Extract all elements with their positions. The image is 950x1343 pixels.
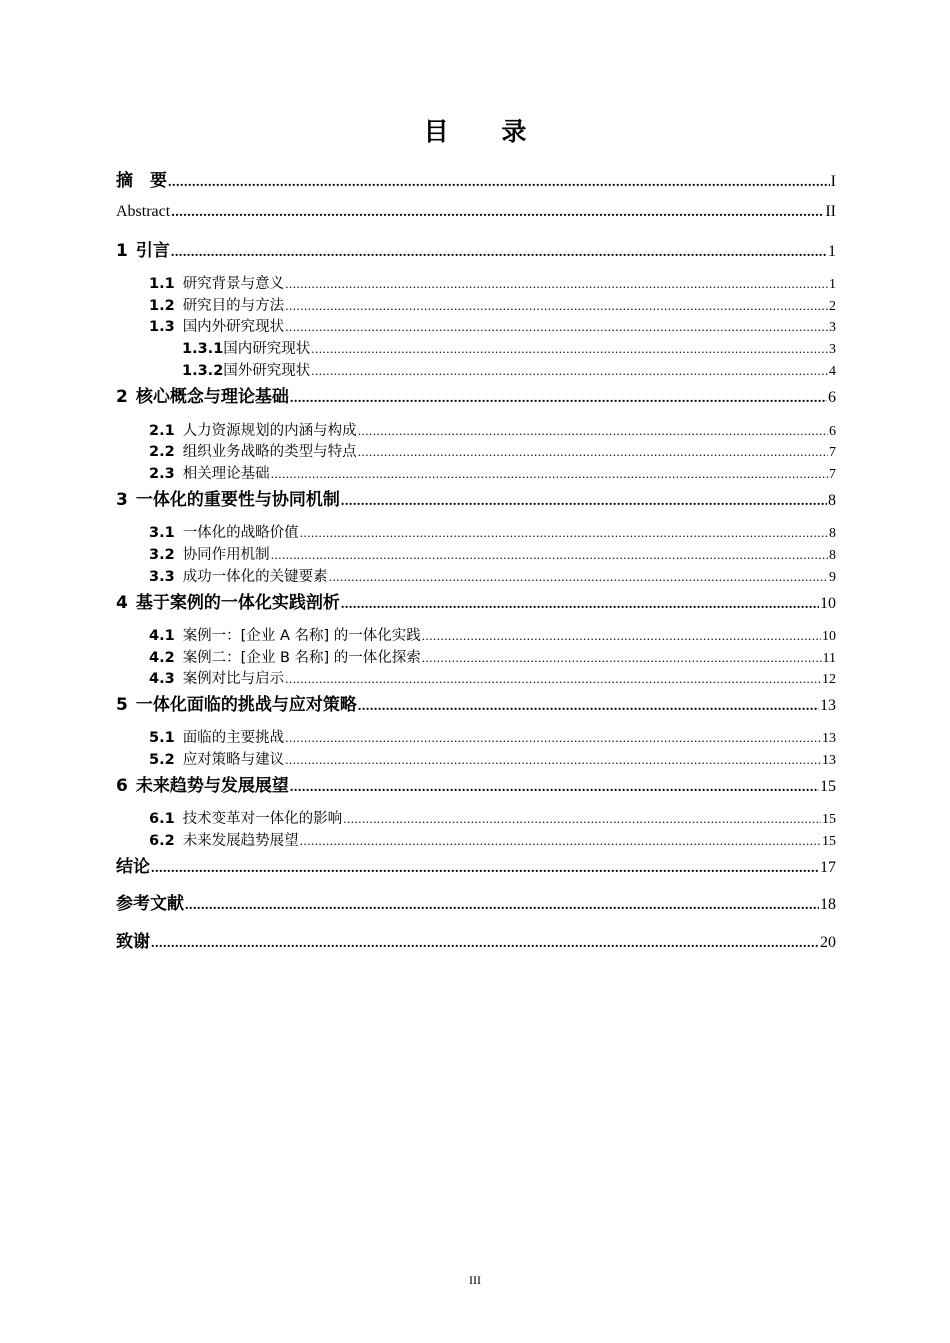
toc-leader-dots: [300, 525, 828, 541]
toc-entry-section-1-3-1[interactable]: [182, 337, 836, 358]
toc-entry-page: 1: [829, 277, 836, 292]
toc-entry-text: 应对策略与建议: [182, 752, 285, 768]
toc-entry-chapter-1[interactable]: [116, 236, 836, 261]
toc-entry-number: 1.3.1: [182, 341, 224, 357]
toc-leader-dots: [151, 861, 819, 877]
toc-leader-dots: [311, 341, 828, 357]
toc-entry-acknowledgements[interactable]: [116, 927, 836, 952]
toc-entry-page: 15: [822, 834, 836, 849]
toc-entry-section-3-3[interactable]: [149, 565, 836, 586]
toc-entry-text: 成功一体化的关键要素: [182, 569, 328, 585]
toc-leader-dots: [171, 205, 824, 221]
toc-entry-section-2-2[interactable]: [149, 440, 836, 461]
toc-entry-text: 面临的主要挑战: [182, 730, 285, 746]
toc-entry-number: 3.3: [149, 569, 175, 585]
toc-entry-chapter-3[interactable]: [116, 485, 836, 510]
toc-entry-text: 技术变革对一体化的影响: [182, 811, 343, 827]
toc-entry-text: 未来趋势与发展展望: [135, 776, 289, 796]
toc-entry-number: 4.2: [149, 650, 175, 666]
toc-entry-page: II: [825, 203, 836, 220]
toc-entry-page: 13: [820, 697, 836, 714]
toc-entry-page: 13: [822, 753, 836, 768]
toc-entry-number: 2.3: [149, 466, 175, 482]
toc-entry-page: 15: [822, 812, 836, 827]
toc-entry-number: 2: [116, 387, 128, 407]
toc-leader-dots: [171, 245, 827, 261]
toc-entry-number: 5.1: [149, 730, 175, 746]
toc-entry-text: 研究背景与意义: [182, 276, 285, 292]
toc-entry-text: 一体化的重要性与协同机制: [135, 490, 340, 510]
toc-leader-dots: [285, 276, 828, 292]
toc-entry-abstract-en[interactable]: [116, 203, 836, 221]
toc-leader-dots: [271, 466, 828, 482]
toc-entry-text: 摘 要: [116, 171, 167, 191]
toc-entry-text: 一体化的战略价值: [182, 525, 299, 541]
toc-entry-text: 案例对比与启示: [182, 671, 285, 687]
toc-leader-dots: [185, 898, 819, 914]
toc-leader-dots: [285, 730, 821, 746]
toc-leader-dots: [285, 752, 821, 768]
toc-entry-section-1-2[interactable]: [149, 294, 836, 315]
toc-entry-page: 13: [822, 731, 836, 746]
toc-entry-section-3-1[interactable]: [149, 521, 836, 542]
toc-entry-number: 3: [116, 490, 128, 510]
toc-entry-text: 相关理论基础: [182, 466, 270, 482]
toc-entry-text: 研究目的与方法: [182, 298, 285, 314]
toc-entry-number: 3.2: [149, 547, 175, 563]
toc-entry-chapter-2[interactable]: [116, 382, 836, 407]
toc-leader-dots: [358, 444, 828, 460]
toc-leader-dots: [285, 298, 828, 314]
toc-entry-number: 1.1: [149, 276, 175, 292]
toc-entry-text: 引言: [135, 241, 170, 261]
toc-leader-dots: [290, 780, 819, 796]
toc-entry-chapter-4[interactable]: [116, 588, 836, 613]
toc-entry-page: 7: [829, 467, 836, 482]
toc-entry-section-2-1[interactable]: [149, 419, 836, 440]
toc-entry-number: 4: [116, 593, 128, 613]
toc-entry-page: 18: [820, 896, 836, 913]
toc-entry-abstract-cn[interactable]: [116, 166, 836, 191]
toc-entry-page: I: [830, 173, 836, 190]
toc-entry-section-2-3[interactable]: [149, 462, 836, 483]
toc-leader-dots: [358, 423, 828, 439]
toc-entry-page: 17: [820, 859, 836, 876]
toc-entry-number: 6.2: [149, 833, 175, 849]
toc-entry-number: 2.2: [149, 444, 175, 460]
toc-leader-dots: [311, 363, 828, 379]
toc-entry-section-1-1[interactable]: [149, 272, 836, 293]
toc-entry-text: Abstract: [116, 203, 171, 220]
toc-leader-dots: [341, 597, 819, 613]
toc-entry-chapter-5[interactable]: [116, 690, 836, 715]
toc-entry-section-6-1[interactable]: [149, 807, 836, 828]
toc-entry-page: 1: [828, 243, 836, 260]
toc-entry-section-5-1[interactable]: [149, 726, 836, 747]
toc-entry-page: 7: [829, 445, 836, 460]
toc-leader-dots: [422, 650, 822, 666]
toc-entry-text: 核心概念与理论基础: [135, 387, 289, 407]
toc-entry-text: 结论: [116, 857, 150, 877]
toc-entry-page: 3: [829, 342, 836, 357]
toc-leader-dots: [285, 319, 828, 335]
toc-entry-number: 1: [116, 241, 128, 261]
toc-entry-chapter-6[interactable]: [116, 771, 836, 796]
toc-entry-text: 参考文献: [116, 894, 184, 914]
toc-entry-number: 1.2: [149, 298, 175, 314]
toc-leader-dots: [343, 811, 821, 827]
toc-entry-text: 案例二：[企业 B 名称] 的一体化探索: [182, 650, 421, 666]
toc-entry-section-4-3[interactable]: [149, 667, 836, 688]
toc-entry-number: 2.1: [149, 423, 175, 439]
toc-entry-section-4-1[interactable]: [149, 624, 836, 645]
toc-entry-section-3-2[interactable]: [149, 543, 836, 564]
toc-entry-page: 15: [820, 778, 836, 795]
toc-entry-text: 人力资源规划的内涵与构成: [182, 423, 357, 439]
toc-entry-text: 国内外研究现状: [182, 319, 285, 335]
toc-entry-page: 8: [829, 526, 836, 541]
toc-entry-text: 国内研究现状: [223, 341, 311, 357]
toc-entry-page: 11: [822, 651, 836, 666]
toc-leader-dots: [290, 391, 827, 407]
toc-leader-dots: [422, 628, 821, 644]
toc-leader-dots: [341, 494, 827, 510]
toc-entry-text: 组织业务战略的类型与特点: [182, 444, 357, 460]
toc-entry-page: 6: [828, 389, 836, 406]
toc-entry-section-4-2[interactable]: [149, 646, 836, 667]
toc-entry-number: 3.1: [149, 525, 175, 541]
toc-entry-page: 4: [829, 364, 836, 379]
page-number: III: [469, 1273, 481, 1287]
toc-entry-page: 10: [820, 595, 836, 612]
toc-entry-references[interactable]: [116, 889, 836, 914]
toc-leader-dots: [151, 936, 819, 952]
toc-entry-page: 10: [822, 629, 836, 644]
toc-entry-number: 5: [116, 695, 128, 715]
toc-entry-page: 6: [829, 424, 836, 439]
page-title: 目 录: [423, 117, 549, 146]
toc-entry-text: 一体化面临的挑战与应对策略: [135, 695, 357, 715]
toc-entry-number: 5.2: [149, 752, 175, 768]
toc-entry-section-1-3[interactable]: [149, 315, 836, 336]
toc-leader-dots: [271, 547, 828, 563]
toc-entry-page: 9: [829, 570, 836, 585]
toc-leader-dots: [285, 671, 821, 687]
toc-leader-dots: [300, 833, 821, 849]
toc-entry-page: 8: [828, 492, 836, 509]
toc-entry-page: 20: [820, 934, 836, 951]
toc-entry-section-5-2[interactable]: [149, 748, 836, 769]
toc-entry-text: 致谢: [116, 932, 150, 952]
toc-entry-text: 案例一：[企业 A 名称] 的一体化实践: [182, 628, 421, 644]
toc-entry-page: 8: [829, 548, 836, 563]
toc-entry-conclusion[interactable]: [116, 852, 836, 877]
toc-entry-section-1-3-2[interactable]: [182, 359, 836, 380]
toc-entry-text: 国外研究现状: [223, 363, 311, 379]
toc-leader-dots: [168, 175, 830, 191]
toc-leader-dots: [329, 569, 828, 585]
toc-entry-number: 6.1: [149, 811, 175, 827]
toc-entry-page: 3: [829, 320, 836, 335]
toc-entry-page: 12: [822, 672, 836, 687]
toc-entry-page: 2: [829, 299, 836, 314]
toc-entry-text: 基于案例的一体化实践剖析: [135, 593, 340, 613]
toc-entry-number: 1.3: [149, 319, 175, 335]
toc-leader-dots: [358, 699, 819, 715]
toc-entry-number: 6: [116, 776, 128, 796]
toc-entry-number: 4.3: [149, 671, 175, 687]
toc-entry-text: 协同作用机制: [182, 547, 270, 563]
toc-entry-number: 1.3.2: [182, 363, 224, 379]
toc-entry-section-6-2[interactable]: [149, 829, 836, 850]
toc-entry-number: 4.1: [149, 628, 175, 644]
toc-entry-text: 未来发展趋势展望: [182, 833, 299, 849]
